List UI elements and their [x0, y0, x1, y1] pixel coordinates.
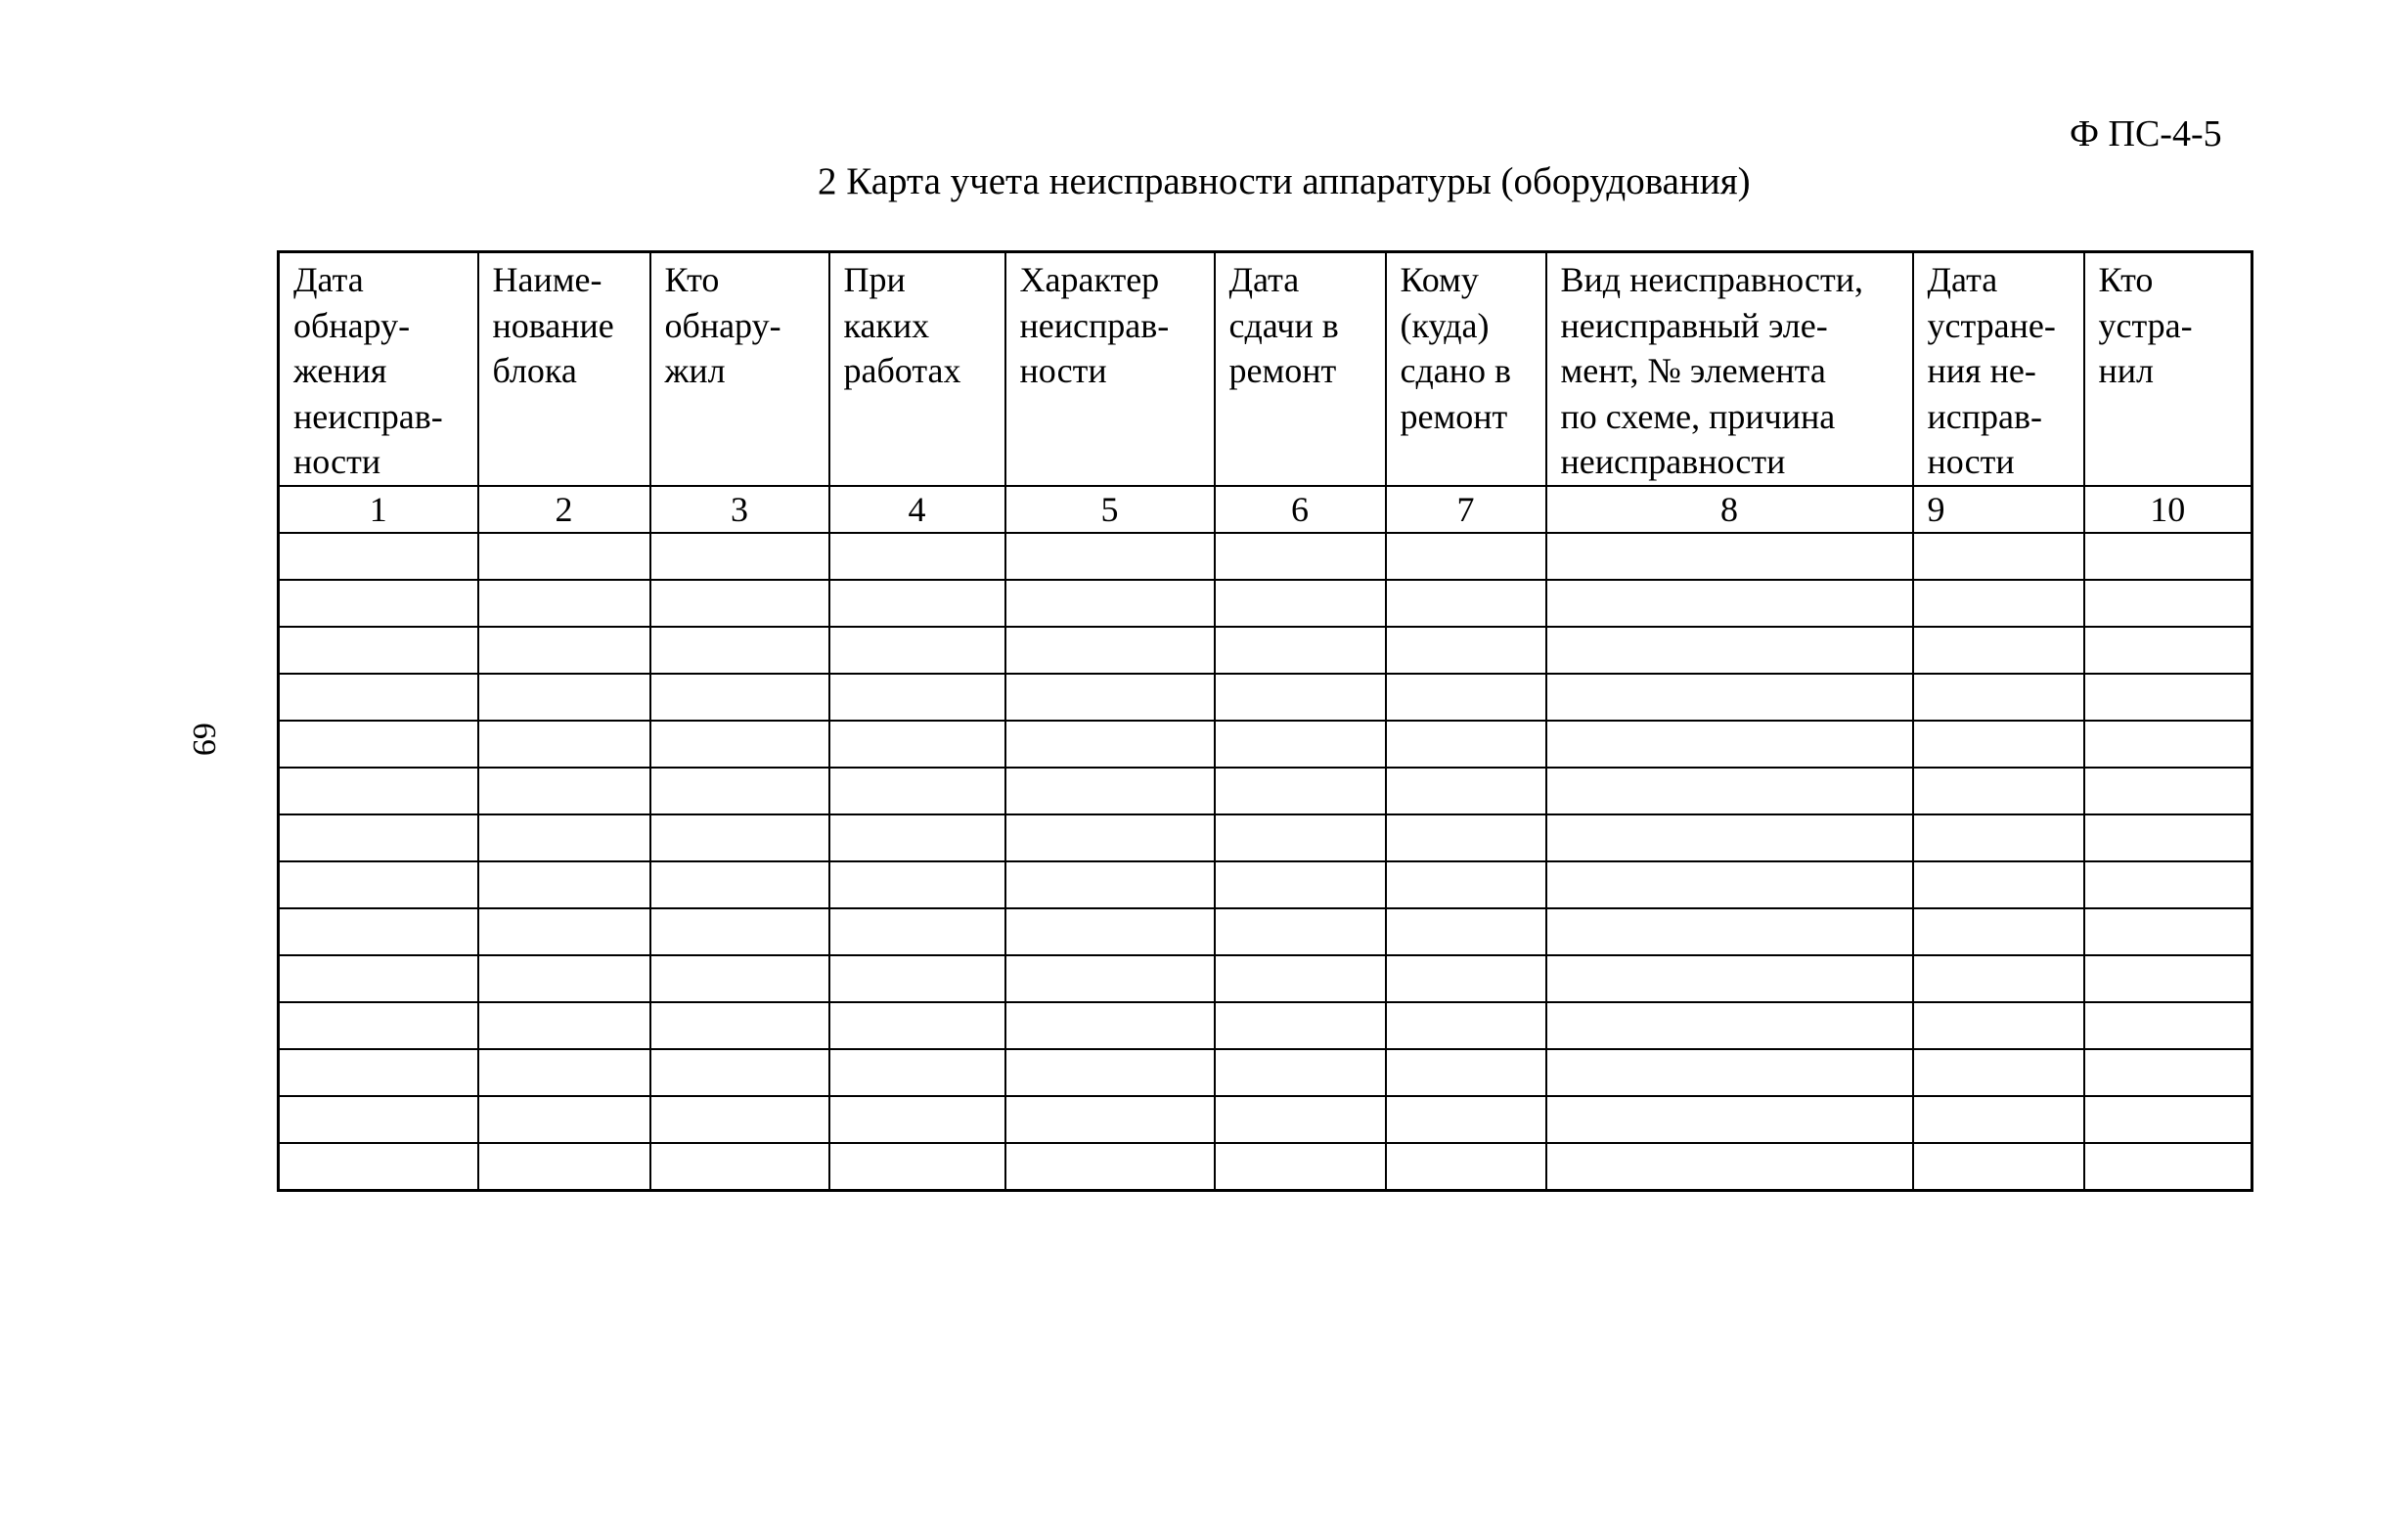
table-cell [1386, 1049, 1546, 1096]
column-header: Дата обнару- жения неисправ- ности [279, 252, 478, 486]
table-cell [1386, 721, 1546, 768]
table-cell [1215, 627, 1386, 674]
table-cell [279, 1143, 478, 1191]
table-cell [2084, 627, 2252, 674]
table-cell [1386, 1143, 1546, 1191]
table-cell [279, 955, 478, 1002]
table-cell [1386, 908, 1546, 955]
table-cell [1546, 580, 1913, 627]
table-row [279, 955, 2252, 1002]
column-number: 4 [829, 486, 1005, 533]
table-cell [1005, 580, 1215, 627]
column-number: 9 [1913, 486, 2084, 533]
table-cell [829, 674, 1005, 721]
table-cell [650, 768, 829, 814]
table-cell [2084, 533, 2252, 580]
table-cell [279, 1002, 478, 1049]
table-cell [478, 580, 650, 627]
table-cell [478, 1143, 650, 1191]
table-cell [279, 580, 478, 627]
table-cell [1546, 533, 1913, 580]
blank-entry-rows [279, 533, 2252, 1191]
column-number: 5 [1005, 486, 1215, 533]
table-cell [650, 1002, 829, 1049]
form-code: Ф ПС-4-5 [2070, 113, 2222, 154]
table-cell [1913, 1096, 2084, 1143]
table-cell [829, 580, 1005, 627]
table-cell [1386, 814, 1546, 861]
table-cell [1005, 533, 1215, 580]
table-row [279, 580, 2252, 627]
table-cell [650, 908, 829, 955]
table-row [279, 721, 2252, 768]
table-cell [1005, 814, 1215, 861]
table-cell [1913, 627, 2084, 674]
table-cell [650, 955, 829, 1002]
table-cell [1546, 908, 1913, 955]
column-number: 1 [279, 486, 478, 533]
table-cell [1215, 1143, 1386, 1191]
table-cell [478, 908, 650, 955]
table-cell [1546, 1049, 1913, 1096]
table-cell [829, 861, 1005, 908]
table-cell [829, 533, 1005, 580]
table-cell [478, 1049, 650, 1096]
document-title: 2 Карта учета неисправности аппаратуры (оборудования) [818, 160, 1751, 202]
table-cell [829, 768, 1005, 814]
table-cell [829, 814, 1005, 861]
table-cell [1215, 861, 1386, 908]
table-cell [650, 627, 829, 674]
table-cell [2084, 768, 2252, 814]
table-cell [1913, 674, 2084, 721]
table-cell [1913, 1002, 2084, 1049]
column-header: Кто обнару- жил [650, 252, 829, 486]
table-cell [650, 1143, 829, 1191]
table-cell [478, 533, 650, 580]
table-cell [1913, 768, 2084, 814]
table-cell [478, 861, 650, 908]
table-cell [1005, 674, 1215, 721]
table-cell [1005, 1049, 1215, 1096]
table-cell [1005, 627, 1215, 674]
table-cell [1913, 580, 2084, 627]
column-number: 8 [1546, 486, 1913, 533]
table-cell [279, 908, 478, 955]
table-cell [279, 721, 478, 768]
table-cell [650, 1096, 829, 1143]
table-cell [1005, 908, 1215, 955]
table-cell [829, 1002, 1005, 1049]
column-number: 6 [1215, 486, 1386, 533]
table-cell [1386, 955, 1546, 1002]
table-cell [2084, 908, 2252, 955]
table-cell [279, 1049, 478, 1096]
table-cell [478, 627, 650, 674]
column-header: Кому (куда) сдано в ремонт [1386, 252, 1546, 486]
table-cell [1913, 814, 2084, 861]
table-cell [2084, 1096, 2252, 1143]
column-header: Кто устра- нил [2084, 252, 2252, 486]
table-cell [1005, 1143, 1215, 1191]
table-cell [1215, 1049, 1386, 1096]
table-cell [1386, 1096, 1546, 1143]
table-cell [1546, 861, 1913, 908]
table-header-row [279, 252, 2252, 486]
column-header: Дата устране- ния не- исправ- ности [1913, 252, 2084, 486]
table-cell [1913, 1049, 2084, 1096]
table-row [279, 1002, 2252, 1049]
table-cell [1386, 674, 1546, 721]
table-cell [2084, 1002, 2252, 1049]
table-cell [650, 814, 829, 861]
column-header: Вид неисправности, неисправный эле- мент, № элемента по схеме, причина неисправности [1546, 252, 1913, 486]
table-cell [1913, 721, 2084, 768]
column-number: 2 [478, 486, 650, 533]
table-cell [1546, 768, 1913, 814]
table-cell [478, 768, 650, 814]
table-cell [478, 674, 650, 721]
table-cell [1386, 861, 1546, 908]
table-cell [1386, 768, 1546, 814]
table-cell [829, 627, 1005, 674]
table-cell [1386, 627, 1546, 674]
column-header: Дата сдачи в ремонт [1215, 252, 1386, 486]
table-cell [1546, 1096, 1913, 1143]
table-cell [478, 1096, 650, 1143]
table-cell [2084, 955, 2252, 1002]
column-header: Наиме- нование блока [478, 252, 650, 486]
table-row [279, 908, 2252, 955]
table-cell [1005, 1096, 1215, 1143]
table-cell [2084, 580, 2252, 627]
table-cell [1005, 955, 1215, 1002]
table-cell [1546, 1143, 1913, 1191]
table-row [279, 1049, 2252, 1096]
table-cell [1546, 674, 1913, 721]
table-cell [2084, 674, 2252, 721]
table-cell [1386, 1002, 1546, 1049]
column-number: 10 [2084, 486, 2252, 533]
table-cell [650, 1049, 829, 1096]
table-cell [650, 721, 829, 768]
table-cell [1215, 580, 1386, 627]
table-cell [279, 533, 478, 580]
table-cell [829, 908, 1005, 955]
table-cell [1005, 861, 1215, 908]
table-cell [829, 721, 1005, 768]
table-cell [1913, 908, 2084, 955]
table-cell [1215, 955, 1386, 1002]
table-cell [1913, 1143, 2084, 1191]
table-cell [1215, 1096, 1386, 1143]
table-cell [1005, 721, 1215, 768]
table-cell [829, 1143, 1005, 1191]
table-cell [1913, 955, 2084, 1002]
column-header: При каких работах [829, 252, 1005, 486]
table-row [279, 674, 2252, 721]
table-cell [1546, 721, 1913, 768]
table-cell [650, 861, 829, 908]
table-cell [1215, 721, 1386, 768]
table-cell [829, 1049, 1005, 1096]
table-cell [279, 768, 478, 814]
table-cell [2084, 1049, 2252, 1096]
table-cell [650, 674, 829, 721]
table-cell [1215, 814, 1386, 861]
table-row [279, 627, 2252, 674]
table-cell [279, 627, 478, 674]
table-cell [650, 580, 829, 627]
table-cell [1215, 1002, 1386, 1049]
column-number: 3 [650, 486, 829, 533]
table-cell [1386, 580, 1546, 627]
table-cell [829, 955, 1005, 1002]
table-row [279, 1143, 2252, 1191]
column-number-row [279, 486, 2252, 533]
table-cell [1005, 1002, 1215, 1049]
table-cell [1913, 533, 2084, 580]
table-row [279, 768, 2252, 814]
table-cell [1546, 955, 1913, 1002]
table-cell [2084, 721, 2252, 768]
table-cell [1386, 533, 1546, 580]
table-cell [1005, 768, 1215, 814]
table-cell [1546, 627, 1913, 674]
table-cell [279, 861, 478, 908]
table-row [279, 533, 2252, 580]
table-row [279, 814, 2252, 861]
table-cell [2084, 1143, 2252, 1191]
table-cell [279, 674, 478, 721]
table-cell [279, 814, 478, 861]
table-cell [478, 814, 650, 861]
column-header: Характер неисправ- ности [1005, 252, 1215, 486]
table-cell [478, 1002, 650, 1049]
malfunction-record-table [277, 250, 2253, 1192]
table-cell [1215, 768, 1386, 814]
table-cell [478, 721, 650, 768]
table-cell [2084, 814, 2252, 861]
table-cell [2084, 861, 2252, 908]
table-cell [1546, 814, 1913, 861]
page-number: 69 [186, 723, 222, 756]
table-cell [478, 955, 650, 1002]
table-cell [1215, 533, 1386, 580]
table-cell [829, 1096, 1005, 1143]
table-cell [1215, 908, 1386, 955]
column-number: 7 [1386, 486, 1546, 533]
table-cell [650, 533, 829, 580]
table-cell [1546, 1002, 1913, 1049]
table-cell [1215, 674, 1386, 721]
table-cell [279, 1096, 478, 1143]
table-cell [1913, 861, 2084, 908]
table-row [279, 861, 2252, 908]
table-row [279, 1096, 2252, 1143]
